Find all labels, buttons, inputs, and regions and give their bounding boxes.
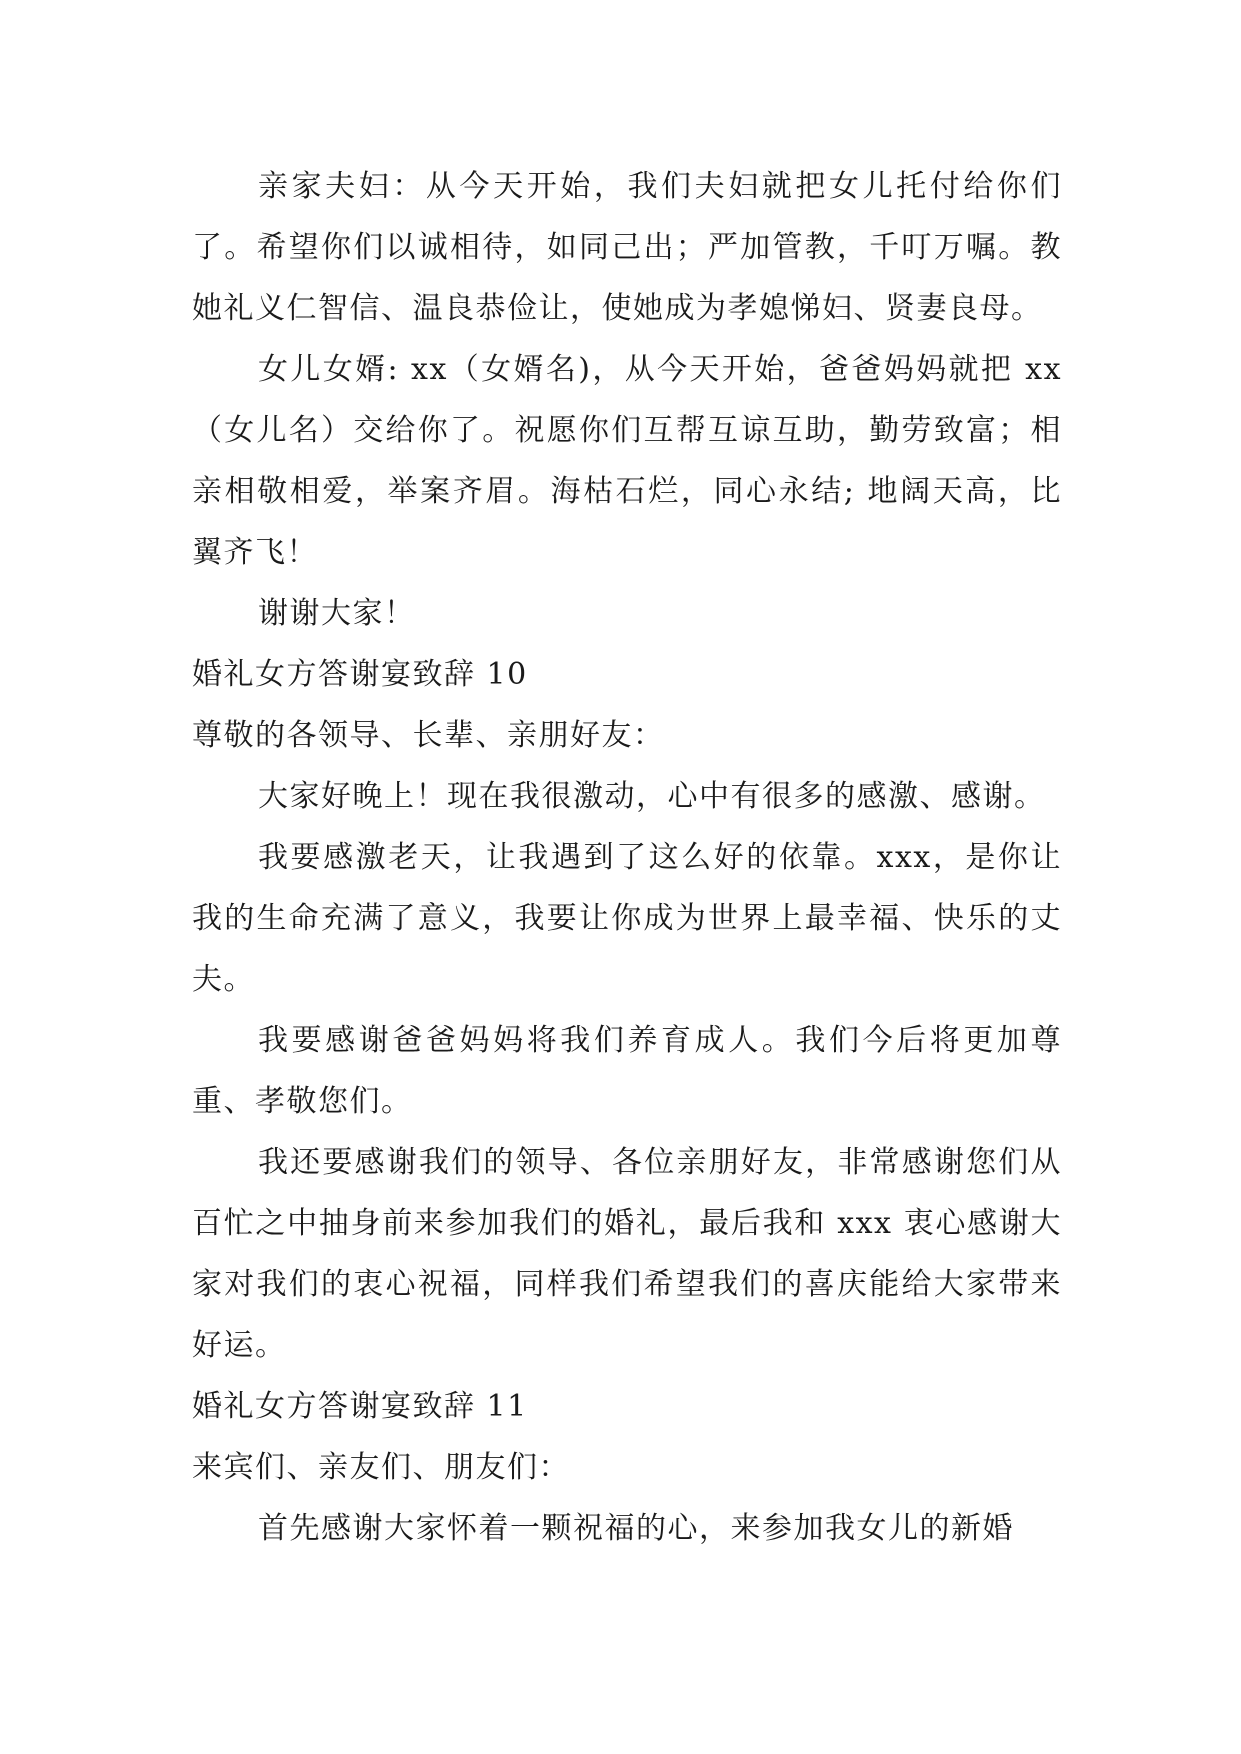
section-heading-10: 婚礼女方答谢宴致辞 10 xyxy=(192,657,528,692)
salutation-11: 来宾们、亲友们、朋友们： xyxy=(192,1450,570,1485)
paragraph-thank-heaven: 我要感激老天，让我遇到了这么好的依靠。xxx，是你让我的生命充满了意义，我要让你成为世界上最幸福、快乐的丈夫。 xyxy=(192,840,1062,997)
paragraph-thank-leaders: 我还要感谢我们的领导、各位亲朋好友，非常感谢您们从百忙之中抽身前来参加我们的婚礼，最后我和 xxx 衷心感谢大家对我们的衷心祝福，同样我们希望我们的喜庆能给大家带来好运。 xyxy=(192,1145,1062,1363)
paragraph-in-laws: 亲家夫妇：从今天开始，我们夫妇就把女儿托付给你们了。希望你们以诚相待，如同己出；严加管教，千叮万嘱。教她礼义仁智信、温良恭俭让，使她成为孝媳悌妇、贤妻良母。 xyxy=(192,169,1062,326)
section-heading-11: 婚礼女方答谢宴致辞 11 xyxy=(192,1389,528,1424)
paragraph-greeting: 大家好晚上！现在我很激动，心中有很多的感激、感谢。 xyxy=(258,779,1046,814)
paragraph-opening-11: 首先感谢大家怀着一颗祝福的心，来参加我女儿的新婚 xyxy=(258,1511,1014,1546)
salutation-10: 尊敬的各领导、长辈、亲朋好友： xyxy=(192,718,665,753)
paragraph-thank-parents: 我要感谢爸爸妈妈将我们养育成人。我们今后将更加尊重、孝敬您们。 xyxy=(192,1023,1062,1119)
paragraph-daughter-son-in-law: 女儿女婿: xx（女婿名)，从今天开始，爸爸妈妈就把 xx（女儿名）交给你了。祝愿你们互帮互谅互助，勤劳致富；相亲相敬相爱，举案齐眉。海枯石烂，同心永结; 地阔天高，比翼齐飞！ xyxy=(192,352,1062,570)
document-page xyxy=(192,156,1062,1559)
paragraph-thanks-all: 谢谢大家！ xyxy=(258,596,416,631)
